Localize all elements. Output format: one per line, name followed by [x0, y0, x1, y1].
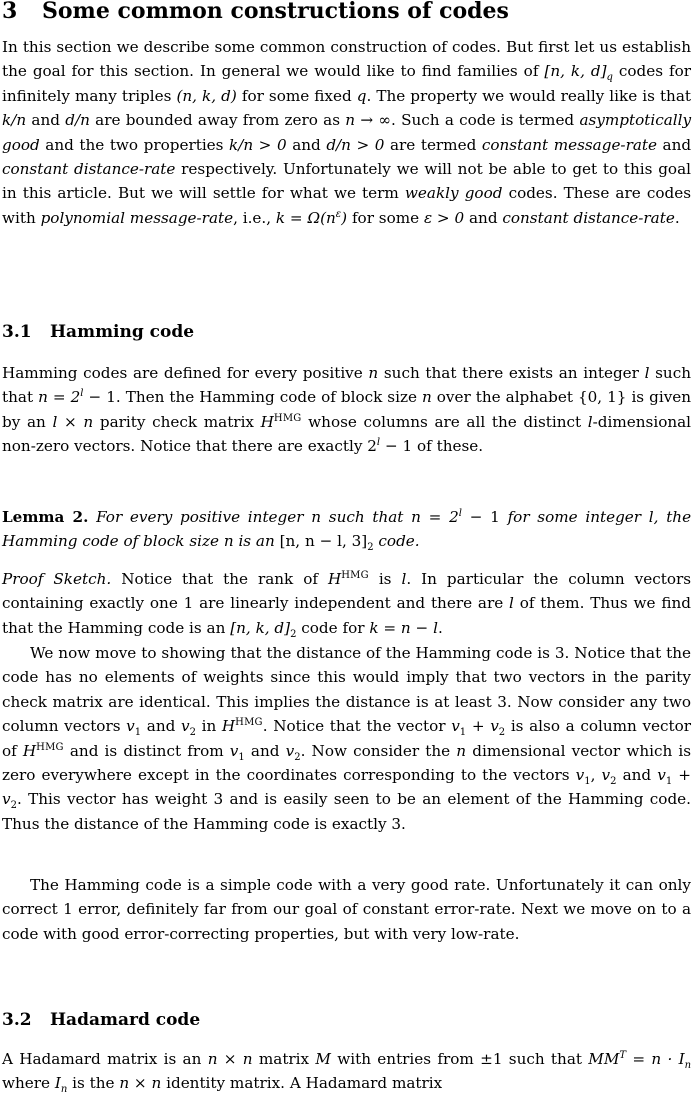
- section-title: Some common constructions of codes: [42, 0, 509, 24]
- math: {0, 1}: [577, 388, 627, 407]
- math: n: [60, 1084, 68, 1096]
- math: HMG: [235, 717, 263, 729]
- text: in: [201, 717, 217, 736]
- math: (n, k, d): [176, 86, 237, 105]
- math: n: [456, 741, 467, 760]
- math: v: [575, 766, 585, 785]
- math: l: [458, 507, 462, 519]
- math: H: [221, 717, 236, 736]
- math: 2: [189, 727, 196, 739]
- math: − 1: [461, 508, 500, 526]
- math: 2: [610, 776, 617, 788]
- text: is given by an: [2, 388, 692, 431]
- math: l: [509, 594, 514, 613]
- text: -dimensional non-zero vectors. Notice that there are exactly: [2, 412, 692, 456]
- term: constant distance-rate: [2, 160, 176, 179]
- math: v: [285, 741, 295, 760]
- math: HMG: [273, 412, 302, 424]
- math: ±1: [480, 1050, 503, 1068]
- math: v: [126, 717, 135, 736]
- text: Notice that the rank of: [121, 570, 318, 588]
- math: n: [421, 388, 432, 407]
- text: of them. Thus we find that the Hamming code is an: [2, 594, 691, 637]
- math: v: [657, 766, 666, 785]
- subsection-heading-hadamard: [2, 1010, 200, 1030]
- text: codes. These are codes with: [2, 184, 691, 227]
- hadamard-definition-paragraph: [2, 1047, 691, 1096]
- math: v: [451, 717, 460, 736]
- text: and is distinct from: [69, 741, 224, 760]
- math: − 1: [380, 437, 413, 456]
- subsection-number: 3.1: [2, 322, 32, 342]
- text: where: [2, 1074, 51, 1093]
- math: k/n: [2, 111, 27, 130]
- subsection-title: Hamming code: [50, 322, 195, 342]
- math: 2: [367, 437, 377, 456]
- math: k = n − l: [369, 618, 438, 637]
- text: are bounded away from zero as: [95, 111, 340, 130]
- math: n = 2: [38, 388, 81, 407]
- text: A Hadamard matrix is an: [2, 1050, 202, 1068]
- math: v: [181, 717, 190, 736]
- text: parity check matrix: [99, 412, 254, 431]
- term: polynomial message-rate: [40, 208, 234, 227]
- text: with entries from: [337, 1050, 474, 1068]
- text: , i.e.,: [233, 208, 272, 227]
- math: d/n: [65, 111, 90, 130]
- text: for some: [351, 208, 420, 227]
- text: such that: [508, 1050, 582, 1068]
- math: +: [672, 766, 692, 785]
- subsection-title: Hadamard code: [50, 1010, 201, 1030]
- text: is: [378, 570, 392, 588]
- math: q: [356, 86, 367, 105]
- text: . Now consider the: [300, 741, 451, 760]
- math: 1: [459, 727, 467, 739]
- text: for some fixed: [241, 86, 352, 105]
- math: l: [80, 388, 84, 400]
- math: k = Ω(n: [275, 208, 336, 227]
- math: [n, k, d]: [544, 62, 607, 81]
- math: n: [311, 508, 322, 526]
- text: , the Hamming code of block size: [2, 508, 692, 551]
- math: M: [315, 1050, 331, 1068]
- math: k/n > 0: [229, 135, 287, 154]
- math: 2: [498, 727, 506, 739]
- text: respectively. Unfortunately we will not be able to get to this goal in this article. But we will settle for what we term: [2, 160, 691, 203]
- text: is an: [238, 532, 275, 551]
- text: for some integer: [507, 508, 642, 526]
- text: In this section we describe some common construction of codes. But first let us establish the goal for this section. In general we would like to find families of: [2, 38, 691, 81]
- math: l × n: [52, 412, 94, 431]
- subsection-heading-hamming: [2, 322, 194, 342]
- text: . Such a code is termed: [390, 111, 575, 130]
- term: constant distance-rate: [502, 208, 675, 227]
- math: n × n: [119, 1074, 162, 1093]
- text: Hamming codes are defined for every positive: [2, 364, 363, 382]
- math: l: [376, 437, 381, 449]
- text: . This vector has weight 3 and is easily seen to be an element of the Hamming code. Thus the distance of the Hamming code is exactly 3.: [2, 790, 691, 833]
- math: 2: [290, 628, 297, 640]
- math: ε > 0: [423, 208, 465, 227]
- math: = n · I: [626, 1050, 685, 1068]
- text: over the alphabet: [436, 388, 573, 407]
- math: +: [466, 717, 491, 736]
- text: matrix: [258, 1050, 310, 1068]
- text: dimensional vector which is zero everywhere except in the coordinates corresponding to the vectors: [2, 741, 692, 785]
- text: such that there exists an integer: [383, 364, 639, 382]
- text: and: [31, 111, 60, 130]
- math: [n, n − l, 3]: [279, 532, 368, 551]
- text: . Notice that the vector: [262, 717, 446, 736]
- lemma-2: [2, 505, 691, 554]
- math: 1: [665, 776, 673, 788]
- subsection-number: 3.2: [2, 1010, 32, 1030]
- text: . In particular the column vectors containing exactly one 1 are linearly independent and there are: [2, 570, 692, 613]
- math: I: [54, 1074, 61, 1093]
- math: n → ∞: [345, 111, 391, 130]
- math: l: [644, 364, 650, 382]
- text: code for: [301, 618, 365, 637]
- math: l: [648, 508, 654, 526]
- math: 1: [238, 751, 245, 763]
- term: weakly good: [404, 184, 503, 203]
- math: HMG: [341, 569, 369, 581]
- text: of these.: [417, 437, 484, 456]
- proof-label: Proof Sketch.: [2, 570, 112, 588]
- text: and: [468, 208, 498, 227]
- math: ,: [590, 766, 602, 785]
- text: and: [146, 717, 176, 736]
- text: identity matrix. A Hadamard matrix: [166, 1074, 443, 1093]
- term: constant message-rate: [481, 135, 657, 154]
- math: n: [684, 1060, 692, 1072]
- term: asymptotically good: [2, 111, 692, 154]
- math: 1: [134, 727, 142, 739]
- math: l: [587, 412, 593, 431]
- text: such that: [2, 364, 691, 407]
- section-number: 3: [2, 0, 18, 24]
- text: are termed: [389, 135, 477, 154]
- math: n: [223, 532, 234, 551]
- math: 1: [584, 776, 591, 788]
- text: and: [622, 766, 652, 785]
- math: q: [606, 72, 613, 84]
- math: n: [368, 364, 379, 382]
- hamming-summary-paragraph: The Hamming code is a simple code with a very good rate. Unfortunately it can only correct 1 error, definitely far from our goal of constant error-rate. Next we move on to a code with good error-correcting properties, but with very low-rate.: [2, 876, 691, 943]
- section-intro-paragraph: [2, 35, 691, 230]
- text: We now move to showing that the distance of the Hamming code is 3. Notice that the code has no elements of weights since this would imply that two vectors in the parity check matrix are identical. This implies the distance is at least 3. Now consider any two column vectors: [2, 644, 691, 736]
- math: MM: [588, 1050, 620, 1068]
- text: and: [662, 135, 692, 154]
- math: v: [2, 790, 11, 809]
- text: . The property we would really like is that: [366, 86, 691, 105]
- text: code.: [378, 532, 420, 551]
- math: ): [341, 208, 348, 227]
- math: n × n: [207, 1050, 253, 1068]
- math: HMG: [36, 741, 64, 753]
- text: For every positive integer: [96, 508, 304, 526]
- math: [n, k, d]: [230, 618, 291, 637]
- math: 2: [294, 751, 301, 763]
- hamming-definition-paragraph: [2, 361, 691, 459]
- text: and: [250, 741, 280, 760]
- proof-sketch: [2, 567, 691, 640]
- math: ε: [335, 208, 342, 220]
- text: is the: [72, 1074, 115, 1093]
- math: d/n > 0: [326, 135, 385, 154]
- text: and: [292, 135, 321, 154]
- section-heading: [2, 0, 509, 24]
- math: H: [260, 412, 274, 431]
- text: .: [437, 618, 443, 637]
- text: is also a column vector of: [2, 717, 692, 760]
- math: H: [328, 570, 342, 588]
- math: H: [22, 741, 37, 760]
- text: . Then the Hamming code of block size: [115, 388, 417, 407]
- math: l: [401, 570, 407, 588]
- text: and the two properties: [45, 135, 224, 154]
- text: whose columns are all the distinct: [308, 412, 582, 431]
- text: codes for infinitely many triples: [2, 62, 691, 105]
- text: such that: [328, 508, 404, 526]
- math: v: [490, 717, 499, 736]
- lemma-label: Lemma 2.: [2, 508, 89, 526]
- math: − 1: [83, 388, 116, 407]
- text: .: [674, 208, 680, 227]
- hamming-distance-paragraph: [2, 641, 691, 836]
- math: 2: [10, 800, 17, 812]
- math: n = 2: [411, 508, 459, 526]
- math: T: [619, 1049, 627, 1061]
- math: 2: [367, 542, 374, 554]
- math: v: [601, 766, 611, 785]
- math: v: [229, 741, 239, 760]
